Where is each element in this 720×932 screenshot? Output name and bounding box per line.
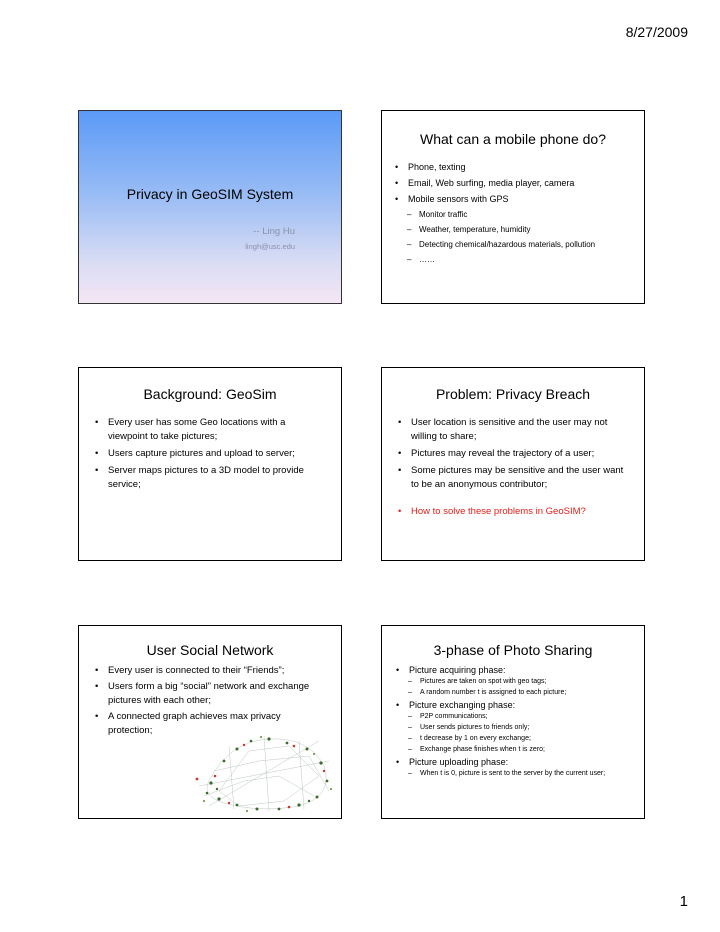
bullet-item: • A connected graph achieves max privacy protection; [95, 710, 325, 738]
presentation-title: Privacy in GeoSIM System [126, 186, 294, 202]
sub-bullet-item: – t decrease by 1 on every exchange; [396, 734, 628, 744]
slide-mobile-phone [381, 110, 645, 304]
sub-bullet-item: – Exchange phase finishes when t is zero; [396, 745, 628, 755]
bullet-item: • User location is sensitive and the user may not willing to share; [398, 416, 628, 444]
slide-heading: User Social Network [146, 642, 274, 658]
slide-title [78, 110, 342, 304]
social-network-graph-image [189, 721, 339, 816]
highlight-bullet: • How to solve these problems in GeoSIM? [398, 505, 628, 519]
author-email: lingh@usc.edu [245, 242, 295, 251]
slide-privacy-breach [381, 367, 645, 561]
bullet-list [79, 416, 341, 492]
phase-exchanging: • Picture exchanging phase: [396, 699, 628, 711]
bullet-item: • Users form a big “social” network and exchange pictures with each other; [95, 680, 325, 708]
slide-heading: 3-phase of Photo Sharing [433, 642, 593, 658]
sub-bullet-item: – User sends pictures to friends only; [396, 723, 628, 733]
phase-uploading: • Picture uploading phase: [396, 756, 628, 768]
bullet-item: • Every user has some Geo locations with a viewpoint to take pictures; [95, 416, 325, 444]
slide-social-network [78, 625, 342, 819]
bullet-item: • Server maps pictures to a 3D model to provide service; [95, 464, 325, 492]
header-date: 8/27/2009 [625, 24, 688, 40]
bullet-item: • Some pictures may be sensitive and the user want to be an anonymous contributor; [398, 464, 628, 492]
slide-heading: What can a mobile phone do? [419, 131, 606, 147]
phase-acquiring: • Picture acquiring phase: [396, 664, 628, 676]
slide-photo-sharing [381, 625, 645, 819]
bullet-item: • Phone, texting [395, 161, 628, 174]
bullet-item: • Mobile sensors with GPS [395, 193, 628, 206]
bullet-list [382, 416, 644, 519]
sub-bullet-item: – A random number t is assigned to each picture; [396, 688, 628, 698]
sub-bullet-item: – When t is 0, picture is sent to the server by the current user; [396, 769, 628, 779]
sub-bullet-item: – Detecting chemical/hazardous materials, pollution [395, 239, 628, 250]
sub-bullet-item: – Weather, temperature, humidity [395, 224, 628, 235]
slide-background [78, 367, 342, 561]
bullet-list [382, 161, 644, 265]
spacer [398, 495, 628, 505]
bullet-list [382, 664, 644, 779]
bullet-item: • Email, Web surfing, media player, camera [395, 177, 628, 190]
slide-heading: Background: GeoSim [143, 386, 277, 402]
sub-bullet-item: – Pictures are taken on spot with geo tags; [396, 677, 628, 687]
sub-bullet-item: – P2P communications; [396, 712, 628, 722]
bullet-item: • Every user is connected to their “Friends”; [95, 664, 325, 678]
bullet-item: • Users capture pictures and upload to server; [95, 447, 325, 461]
author-name: -- Ling Hu [253, 226, 295, 237]
bullet-item: • Pictures may reveal the trajectory of a user; [398, 447, 628, 461]
page-number: 1 [679, 893, 688, 910]
sub-bullet-item: – …… [395, 254, 628, 265]
slide-heading: Problem: Privacy Breach [435, 386, 591, 402]
sub-bullet-item: – Monitor traffic [395, 209, 628, 220]
